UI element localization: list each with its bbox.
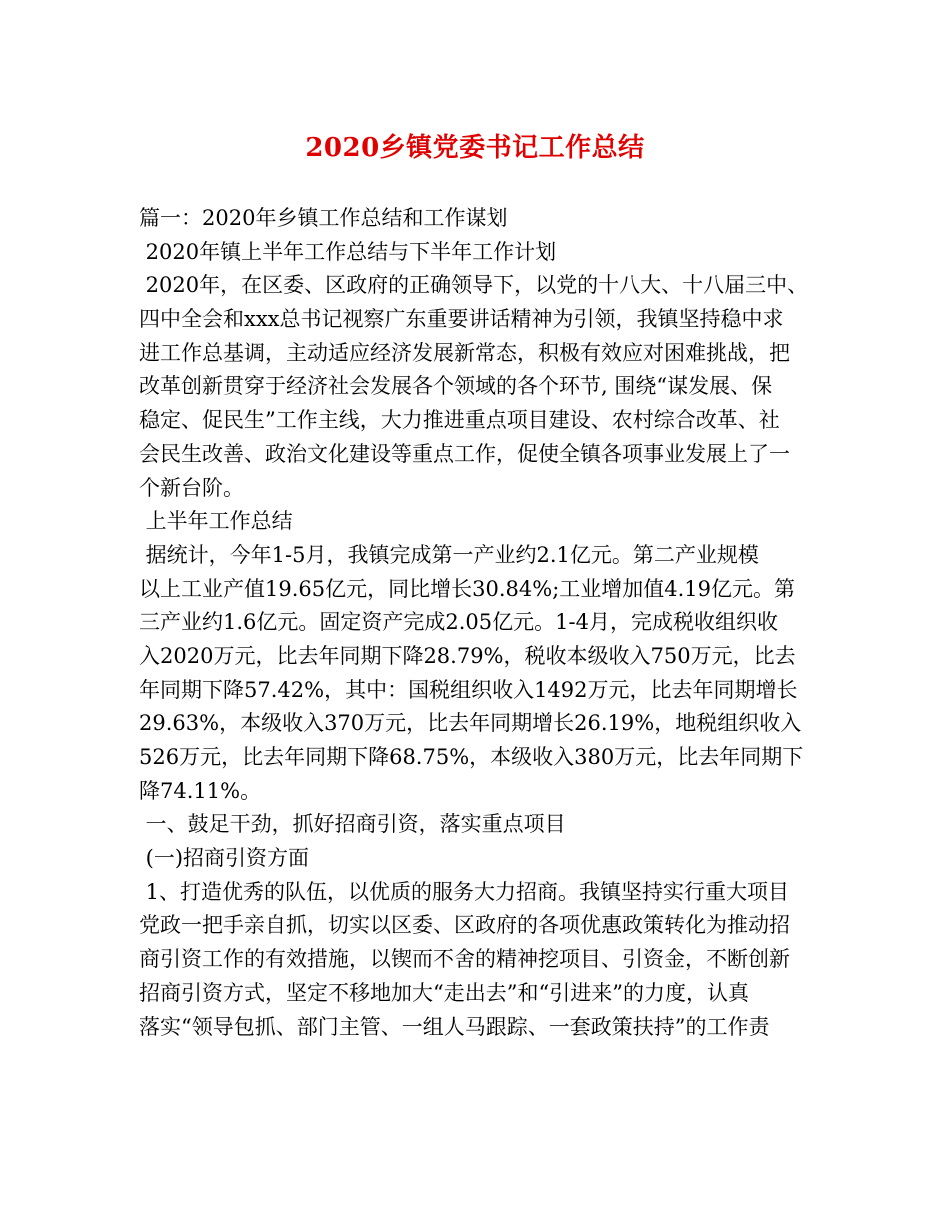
body-text-line: 年同期下降57.42%，其中：国税组织收入1492万元，比去年同期增长 — [139, 677, 798, 702]
body-text-line: 入2020万元，比去年同期下降28.79%，税收本级收入750万元，比去 — [139, 643, 796, 668]
body-text-line: 526万元，比去年同期下降68.75%，本级收入380万元，比去年同期下 — [139, 745, 804, 769]
body-text-line: 降74.11%。 — [139, 778, 262, 803]
body-text-line: 进工作总基调，主动适应经济发展新常态，积极有效应对困难挑战，把 — [139, 340, 790, 365]
document-body — [139, 202, 819, 1044]
body-text-line: 29.63%，本级收入370万元，比去年同期增长26.19%，地税组织收入 — [139, 711, 802, 736]
body-text-line: 一、鼓足干劲，抓好招商引资，落实重点项目 — [139, 812, 566, 837]
body-text-line: 据统计，今年1-5月，我镇完成第一产业约2.1亿元。第二产业规模 — [139, 542, 759, 567]
body-text-line: 党政一把手亲自抓，切实以区委、区政府的各项优惠政策转化为推动招 — [139, 913, 790, 938]
body-text-line: 上半年工作总结 — [139, 509, 293, 534]
body-text-line: 四中全会和xxx总书记视察广东重要讲话精神为引领，我镇坚持稳中求 — [139, 307, 784, 332]
body-text-line: 商引资工作的有效措施，以锲而不舍的精神挖项目、引资金，不断创新 — [139, 947, 790, 972]
body-text-line: 会民生改善、政治文化建设等重点工作，促使全镇各项事业发展上了一 — [139, 441, 790, 466]
body-text-line: 2020年镇上半年工作总结与下半年工作计划 — [139, 239, 557, 264]
body-text-line: 落实“领导包抓、部门主管、一组人马跟踪、一套政策扶持”的工作责 — [139, 1014, 770, 1039]
body-text-line: 1、打造优秀的队伍，以优质的服务大力招商。我镇坚持实行重大项目 — [139, 879, 790, 904]
body-text-line: 个新台阶。 — [139, 475, 244, 500]
body-text-line: 改革创新贯穿于经济社会发展各个领域的各个环节, 围绕“谋发展、保 — [139, 374, 773, 399]
body-text-line: 招商引资方式，坚定不移地加大“走出去”和“引进来”的力度，认真 — [139, 980, 749, 1005]
body-text-line: (一)招商引资方面 — [139, 846, 310, 871]
body-text-line: 稳定、促民生”工作主线，大力推进重点项目建设、农村综合改革、社 — [139, 408, 780, 433]
body-text-line: 三产业约1.6亿元。固定资产完成2.05亿元。1-4月，完成税收组织收 — [139, 610, 778, 635]
document-title: 2020乡镇党委书记工作总结 — [305, 133, 645, 163]
body-text-line: 篇一：2020年乡镇工作总结和工作谋划 — [139, 206, 508, 230]
body-text-line: 2020年，在区委、区政府的正确领导下，以党的十八大、十八届三中、 — [139, 273, 809, 298]
body-text-line: 以上工业产值19.65亿元，同比增长30.84%;工业增加值4.19亿元。第 — [139, 576, 796, 601]
